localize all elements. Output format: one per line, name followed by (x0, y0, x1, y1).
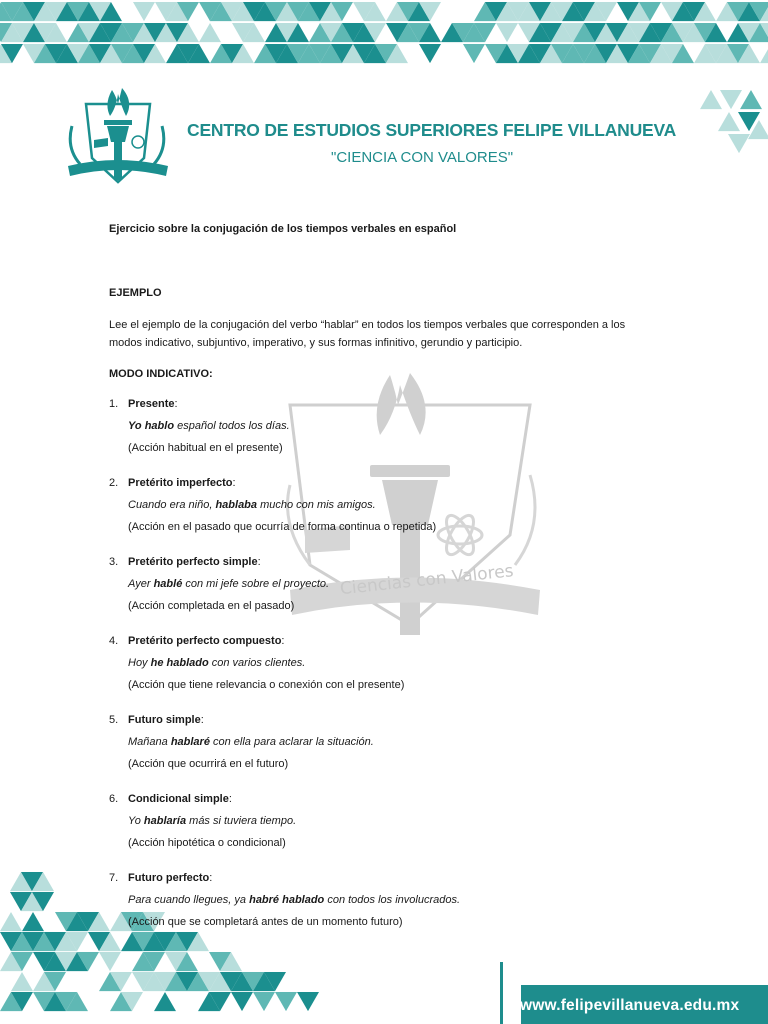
example-sentence (128, 498, 376, 512)
item-number: 7. (109, 872, 119, 884)
document-title: Ejercicio sobre la conjugación de los tiempos verbales en español (109, 223, 457, 235)
tense-name: Pretérito imperfecto: (128, 477, 236, 489)
decor-triangle (22, 912, 44, 931)
usage-note: (Acción completada en el pasado) (128, 600, 295, 612)
tense-name: Futuro perfecto: (128, 872, 213, 884)
usage-note: (Acción hipotética o condicional) (128, 837, 286, 849)
example-post: con varios clientes. (208, 657, 306, 669)
example-sentence (128, 735, 374, 749)
usage-note: (Acción que tiene relevancia o conexión con el presente) (128, 679, 405, 691)
example-post: con mi jefe sobre el proyecto. (182, 578, 330, 590)
item-number: 1. (109, 398, 119, 410)
verb-form: hablaba (215, 499, 258, 511)
example-post: con ella para aclarar la situación. (209, 736, 374, 748)
item-number: 5. (109, 714, 119, 726)
verb-form: habré hablado (249, 894, 325, 906)
tense-name-text: Condicional simple (128, 793, 229, 805)
decor-triangle (199, 23, 221, 42)
decor-triangle (99, 952, 121, 971)
decor-triangle (253, 992, 275, 1011)
verb-form: he hablado (150, 657, 209, 669)
example-heading: EJEMPLO (109, 287, 162, 299)
footer-divider (500, 962, 503, 1024)
example-pre: Hoy (128, 657, 151, 669)
example-pre: Para cuando llegues, ya (128, 894, 250, 906)
institution-name: CENTRO DE ESTUDIOS SUPERIORES FELIPE VILLANUEVA (187, 120, 677, 140)
usage-note: (Acción habitual en el presente) (128, 442, 283, 454)
decor-triangle (133, 2, 155, 21)
tense-name: Pretérito perfecto compuesto: (128, 635, 285, 647)
example-pre: Yo (128, 815, 144, 827)
example-post: con todos los involucrados. (324, 894, 461, 906)
website-link[interactable]: www.felipevillanueva.edu.mx (520, 997, 740, 1014)
example-sentence (128, 656, 305, 670)
decor-triangle (275, 992, 297, 1011)
decor-triangle (419, 44, 441, 63)
example-post: mucho con mis amigos. (257, 499, 376, 511)
decor-triangle (760, 44, 768, 63)
example-pre: Cuando era niño, (128, 499, 216, 511)
tense-name: Pretérito perfecto simple: (128, 556, 261, 568)
example-sentence (128, 577, 329, 591)
example-sentence (128, 814, 296, 828)
tense-name-text: Futuro perfecto (128, 872, 210, 884)
decor-triangle (720, 90, 742, 109)
institution-motto: "CIENCIA CON VALORES" (331, 149, 514, 166)
decor-triangle (154, 992, 176, 1011)
decor-triangle (11, 972, 33, 991)
example-post: español todos los días. (174, 420, 290, 432)
example-post: más si tuviera tiempo. (186, 815, 297, 827)
verb-form: Yo hablo (128, 420, 175, 432)
decor-triangle (496, 23, 518, 42)
usage-note: (Acción que se completará antes de un momento futuro) (128, 916, 403, 928)
decor-triangle (728, 134, 750, 153)
decor-triangle (297, 992, 319, 1011)
tense-name: Condicional simple: (128, 793, 232, 805)
usage-note: (Acción en el pasado que ocurría de forma continua o repetida) (128, 521, 437, 533)
decor-triangle (718, 112, 740, 131)
tense-name: Futuro simple: (128, 714, 204, 726)
tense-name: Presente: (128, 398, 178, 410)
decor-triangle (700, 90, 722, 109)
example-pre: Ayer (128, 578, 154, 590)
mode-heading: MODO INDICATIVO: (109, 368, 213, 380)
decor-triangle (231, 992, 253, 1011)
decor-triangle (0, 912, 22, 931)
tense-name-text: Presente (128, 398, 175, 410)
tense-name-text: Pretérito imperfecto (128, 477, 233, 489)
tense-name-text: Futuro simple (128, 714, 201, 726)
item-number: 4. (109, 635, 119, 647)
example-sentence (128, 419, 290, 433)
item-number: 6. (109, 793, 119, 805)
tense-name-text: Pretérito perfecto compuesto (128, 635, 282, 647)
watermark-ribbon-text: Ciencias con Valores (339, 561, 515, 600)
watermark-logo (270, 365, 550, 665)
tense-name-text: Pretérito perfecto simple (128, 556, 258, 568)
decor-triangle (463, 44, 485, 63)
intro-paragraph: Lee el ejemplo de la conjugación del verbo “hablar” en todos los tiempos verbales que corresponden a los modos indicativo, subjuntivo, imperativo, y sus formas infinitivo, gerundio y participio. (109, 319, 626, 349)
item-number: 3. (109, 556, 119, 568)
example-pre: Mañana (128, 736, 171, 748)
item-number: 2. (109, 477, 119, 489)
institution-logo (64, 86, 170, 188)
verb-form: hablé (153, 578, 183, 590)
verb-form: hablaré (170, 736, 210, 748)
example-sentence (128, 893, 460, 907)
usage-note: (Acción que ocurrirá en el futuro) (128, 758, 289, 770)
decor-triangle (740, 90, 762, 109)
verb-form: hablaría (143, 815, 187, 827)
